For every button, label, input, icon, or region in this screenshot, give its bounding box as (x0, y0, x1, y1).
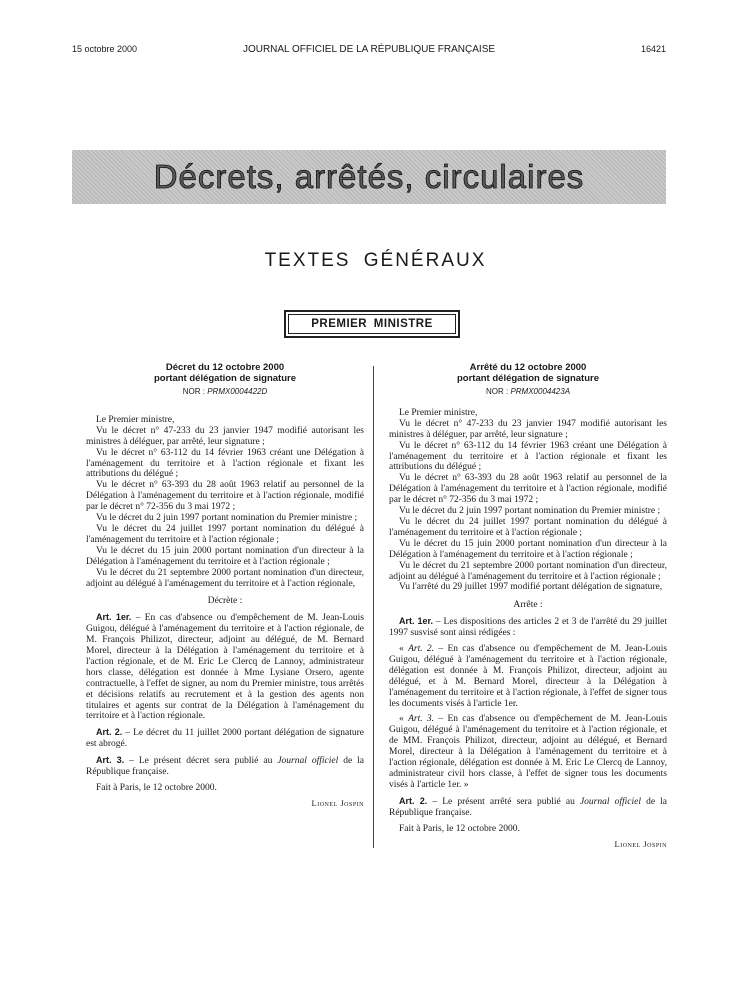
header-page-number: 16421 (640, 44, 666, 54)
journal-name: Journal officiel (579, 796, 641, 807)
article-text: – En cas d'absence ou d'empêchement de M. Jean-Louis Guigou, délégué à l'aménagement du territoire et à l'action régionale, de M. François Philizot, directeur, adjoint au délégué, de M. Bernard Morel, directeur à la Délégation à l'aménagement du territoire et à l'action régionale, et de M. Eric Le Clercq de Lannoy, administrateur hors classe, délégation est donnée à Mme Lysiane Orsero, agente contractuelle, à l'effet de signer, au nom du Premier ministre, tous arrêtés et décisions relatifs au recrutement et à la gestion des agents non titulaires et agents sur contrat de la Délégation à l'aménagement du territoire et à l'action régionale. (86, 613, 364, 722)
article-label: Art. 3. (96, 755, 125, 766)
decree-paragraph: Vu le décret n° 47-233 du 23 janvier 1947 modifié autorisant les ministres à déléguer, par arrêté, leur signature ; (86, 425, 364, 447)
order-nor-code: PRMX0004423A (510, 387, 571, 396)
decree-paragraph: Vu le décret du 2 juin 1997 portant nomination du Premier ministre ; (96, 513, 358, 524)
section-banner (72, 150, 666, 204)
order-paragraph: Vu le décret du 21 septembre 2000 portant nomination d'un directeur, adjoint au délégué à l'aménagement du territoire et à l'action régionale ; (389, 560, 667, 582)
decree-paragraph: Vu le décret du 15 juin 2000 portant nomination d'un directeur à la Délégation à l'aménagement du territoire et à l'action régionale ; (86, 545, 364, 567)
article-text: de la République française. (389, 796, 668, 818)
decree-paragraph: Vu le décret n° 63-112 du 14 février 1963 créant une Délégation à l'aménagement du territoire et à l'action régionale et fixant les attributions du délégué ; (86, 447, 364, 480)
order-paragraph: Vu le décret n° 63-393 du 28 août 1963 relatif au personnel de la Délégation à l'aménagement du territoire et à l'action régionale, modifié par le décret n° 72-356 du 3 mai 1972 ; (389, 473, 667, 506)
order-fait: Fait à Paris, le 12 octobre 2000. (399, 823, 520, 834)
header-journal-title: JOURNAL OFFICIEL DE LA RÉPUBLIQUE FRANÇAISE (242, 44, 496, 55)
order-title (389, 362, 667, 384)
quoted-article-2 (389, 644, 667, 709)
decree-fait: Fait à Paris, le 12 octobre 2000. (96, 783, 217, 793)
article-text: – Les dispositions des articles 2 et 3 de l'arrêté du 29 juillet 1997 susvisé sont ainsi rédigées : (389, 617, 667, 639)
decree-paragraph: Vu le décret du 21 septembre 2000 portant nomination d'un directeur, adjoint au délégué à l'aménagement du territoire et à l'action régionale, (86, 567, 364, 589)
decree-article-2 (86, 727, 364, 750)
order-paragraph: Vu le décret n° 47-233 du 23 janvier 1947 modifié autorisant les ministres à déléguer, par arrêté, leur signature ; (389, 418, 667, 440)
order-paragraph: Vu l'arrêté du 29 juillet 1997 modifié portant délégation de signature, (399, 582, 663, 593)
order-article-1 (389, 616, 667, 639)
decree-paragraph: Vu le décret n° 63-393 du 28 août 1963 relatif au personnel de la Délégation à l'aménagement du territoire et à l'action régionale, modifié par le décret n° 72-356 du 3 mai 1972 ; (86, 480, 364, 513)
article-text: – Le décret du 11 juillet 2000 portant délégation de signature est abrogé. (86, 728, 364, 750)
article-label: Art. 2. (408, 644, 435, 655)
running-head (72, 44, 666, 58)
decree-article-1 (86, 612, 364, 722)
order-paragraph: Vu le décret du 15 juin 2000 portant nomination d'un directeur à la Délégation à l'aménagement du territoire et à l'action régionale ; (389, 538, 667, 560)
article-label: Art. 2. (399, 795, 428, 806)
decree-signature: Lionel Jospin (311, 797, 364, 808)
order-paragraph: Vu le décret du 2 juin 1997 portant nomination du Premier ministre ; (399, 506, 661, 517)
order-title-line2: portant délégation de signature (457, 373, 599, 384)
decree-decrete: Décrète : (207, 596, 243, 607)
ministry-label: PREMIER MINISTRE (288, 314, 456, 334)
article-text: – Le présent décret sera publié au (129, 756, 273, 767)
order-paragraph: Vu le décret du 24 juillet 1997 portant nomination du délégué à l'aménagement du territoire et à l'action régionale ; (389, 516, 667, 538)
decree-column (86, 362, 364, 809)
section-title: TEXTES GÉNÉRAUX (264, 250, 487, 271)
article-text: de la République française. (86, 756, 365, 778)
banner-title: Décrets, arrêtés, circulaires (153, 158, 585, 195)
article-label: Art. 3. (408, 714, 435, 725)
article-label: Art. 2. (96, 727, 123, 738)
order-column (389, 362, 667, 849)
order-body (389, 408, 667, 850)
ministry-box (284, 310, 460, 338)
article-text: – En cas d'absence ou d'empêchement de M. Jean-Louis Guigou, délégué à l'aménagement du territoire et à l'action régionale, délégation est donnée à M. François Philizot, directeur, adjoint au délégué, et à M. Bernard Morel, directeur à la Délégation à l'aménagement du territoire et à l'action régionale, à l'effet de signer tous les documents visés à l'article 1er. (389, 644, 668, 709)
article-text: – Le présent arrêté sera publié au (432, 796, 575, 807)
decree-paragraph: Vu le décret du 24 juillet 1997 portant nomination du délégué à l'aménagement du territoire et à l'action régionale ; (86, 523, 364, 545)
column-divider (373, 366, 374, 848)
order-arrete: Arrête : (513, 600, 543, 611)
decree-paragraph: Le Premier ministre, (96, 414, 175, 425)
order-nor (389, 387, 667, 398)
decree-nor-label: NOR : (182, 387, 205, 396)
order-paragraph: Vu le décret n° 63-112 du 14 février 1963 créant une Délégation à l'aménagement du territoire et à l'action régionale et fixant les attributions du délégué ; (389, 440, 667, 473)
decree-nor (86, 387, 364, 398)
order-signature: Lionel Jospin (614, 838, 667, 849)
quote-open: « (399, 644, 409, 655)
quote-open: « (399, 714, 409, 725)
article-label: Art. 1er. (96, 612, 132, 623)
decree-nor-code: PRMX0004422D (207, 387, 268, 396)
article-label: Art. 1er. (399, 616, 434, 627)
decree-body (86, 415, 364, 809)
order-paragraph: Le Premier ministre, (399, 407, 478, 418)
order-article-2 (389, 796, 667, 819)
header-date: 15 octobre 2000 (72, 44, 138, 54)
article-text: – En cas d'absence ou d'empêchement de M. Jean-Louis Guigou, délégué à l'aménagement du territoire et à l'action régionale, et de MM. François Philizot, directeur, adjoint au délégué, et Bernard Morel, directeur à la Délégation à l'aménagement du territoire et à l'action régionale, délégation est donnée à M. Eric Le Clercq de Lannoy, administrateur civil hors classe, à l'effet de signer tous les documents visés à l'article 1er. » (389, 714, 668, 790)
decree-title (86, 362, 364, 384)
quoted-article-3 (389, 714, 667, 790)
decree-title-line1: Décret du 12 octobre 2000 (165, 362, 285, 373)
decree-article-3 (86, 755, 364, 778)
order-title-line1: Arrêté du 12 octobre 2000 (469, 362, 587, 373)
order-nor-label: NOR : (485, 387, 509, 396)
journal-name: Journal officiel (277, 756, 339, 767)
decree-title-line2: portant délégation de signature (154, 373, 296, 384)
